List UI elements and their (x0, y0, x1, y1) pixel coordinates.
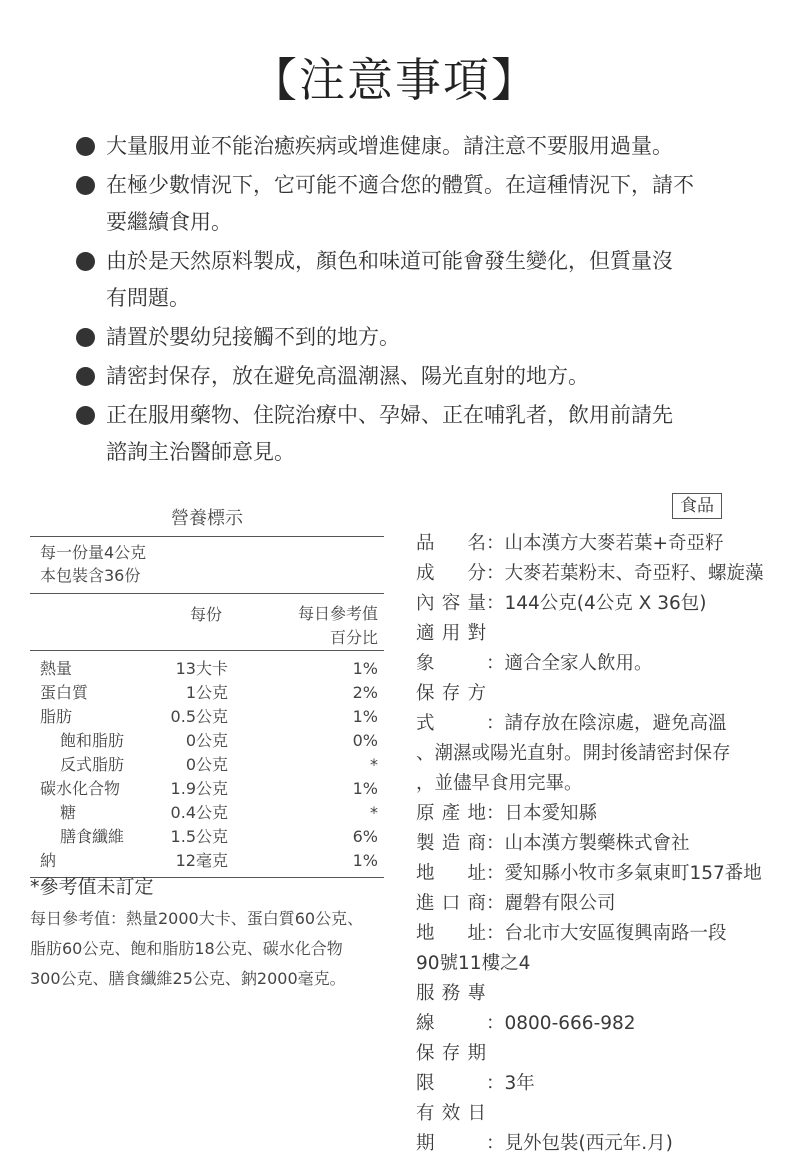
bullet-icon (76, 406, 95, 425)
nutrient-amount: 0.5公克 (170, 707, 228, 726)
nutrition-label (30, 500, 384, 878)
daily-value-header-line: 百分比 (329, 628, 378, 647)
nutrition-rows (30, 651, 384, 878)
info-label: 成分 (416, 563, 486, 584)
notice-item (74, 167, 754, 241)
info-label: 原產地 (416, 803, 486, 824)
info-label: 品名 (416, 533, 486, 554)
notice-item (74, 128, 754, 165)
nutrient-name: 納 (40, 851, 57, 870)
info-row (416, 889, 781, 919)
nutrient-percent: 1% (352, 851, 378, 870)
nutrient-amount: 1公克 (185, 683, 228, 702)
nutrient-name: 膳食纖維 (60, 827, 125, 846)
serving-size: 每一份量4公克 (40, 543, 147, 562)
nutrient-percent: 1% (352, 707, 378, 726)
info-row (416, 559, 781, 589)
nutrient-name: 飽和脂肪 (60, 731, 125, 750)
notice-item (74, 358, 754, 395)
bullet-icon (76, 367, 95, 386)
info-value: ：山本漢方大麥若葉+奇亞籽 (486, 533, 724, 554)
info-value-continued: ，並儘早食用完畢。 (416, 773, 583, 794)
per-serving-header: 每份 (190, 605, 223, 624)
info-row (416, 829, 781, 859)
bullet-icon (76, 176, 95, 195)
notice-line: 諮詢主治醫師意見。 (106, 440, 295, 464)
notice-item (74, 397, 754, 471)
notice-line: 請密封保存，放在避免高溫潮濕、陽光直射的地方。 (106, 364, 589, 388)
info-row (416, 589, 781, 619)
servings-per-pack: 本包裝含36份 (40, 566, 141, 585)
nutrition-footnote: *參考值未訂定 (30, 876, 154, 898)
daily-value-header-line: 每日參考值 (297, 604, 378, 623)
daily-reference-line: 脂肪60公克、飽和脂肪18公克、碳水化合物 (30, 939, 343, 958)
info-label: 保存期限 (416, 1043, 486, 1094)
nutrient-percent: * (370, 803, 378, 822)
info-value: ：見外包裝(西元年.月) (486, 1133, 673, 1154)
nutrition-row (30, 777, 384, 801)
nutrition-title: 營養標示 (30, 500, 384, 537)
info-row (416, 919, 781, 979)
info-value: ：台北市大安區復興南路一段 (486, 923, 727, 944)
info-label: 內容量 (416, 593, 486, 614)
info-row (416, 979, 781, 1039)
notice-line: 大量服用並不能治癒疾病或增進健康。請注意不要服用過量。 (106, 134, 673, 158)
bullet-icon (76, 137, 95, 156)
nutrition-row (30, 657, 384, 681)
notice-line: 在極少數情況下，它可能不適合您的體質。在這種情況下，請不 (106, 173, 694, 197)
info-row (416, 529, 781, 559)
daily-reference-text (30, 904, 390, 994)
nutrient-percent: 1% (352, 659, 378, 678)
serving-info (30, 537, 384, 594)
notice-title: 【注意事項】 (251, 53, 539, 107)
info-label: 進口商 (416, 893, 486, 914)
nutrient-amount: 0公克 (185, 731, 228, 750)
info-value: ：日本愛知縣 (486, 803, 598, 824)
bullet-icon (76, 252, 95, 271)
info-value: ：請存放在陰涼處，避免高溫 (486, 713, 727, 734)
nutrient-amount: 0公克 (185, 755, 228, 774)
nutrient-percent: 1% (352, 779, 378, 798)
nutrient-name: 糖 (60, 803, 77, 822)
info-label: 有效日期 (416, 1103, 486, 1154)
info-label: 保存方式 (416, 683, 486, 734)
nutrient-amount: 1.9公克 (170, 779, 228, 798)
notice-item (74, 243, 754, 317)
daily-reference-line: 每日參考值：熱量2000大卡、蛋白質60公克、 (30, 909, 364, 928)
info-value: ：0800-666-982 (486, 1013, 636, 1034)
notice-line: 要繼續食用。 (106, 210, 232, 234)
nutrient-percent: 2% (352, 683, 378, 702)
nutrient-percent: 0% (352, 731, 378, 750)
info-label: 適用對象 (416, 623, 486, 674)
nutrient-amount: 13大卡 (175, 659, 228, 678)
food-badge: 食品 (672, 493, 722, 519)
info-value: ：3年 (486, 1073, 535, 1094)
notice-line: 請置於嬰幼兒接觸不到的地方。 (106, 325, 400, 349)
info-row (416, 1039, 781, 1099)
info-row (416, 679, 781, 799)
nutrient-amount: 1.5公克 (170, 827, 228, 846)
nutrient-amount: 0.4公克 (170, 803, 228, 822)
info-value: ：麗磐有限公司 (486, 893, 616, 914)
info-row (416, 859, 781, 889)
nutrient-name: 脂肪 (40, 707, 73, 726)
info-row (416, 1099, 781, 1159)
nutrient-name: 蛋白質 (40, 683, 89, 702)
info-label: 製造商 (416, 833, 486, 854)
info-value: ：144公克(4公克 X 36包) (486, 593, 707, 614)
info-row (416, 619, 781, 679)
info-value: ：山本漢方製藥株式會社 (486, 833, 690, 854)
nutrient-percent: 6% (352, 827, 378, 846)
nutrition-row (30, 705, 384, 729)
notice-line: 正在服用藥物、住院治療中、孕婦、正在哺乳者，飲用前請先 (106, 403, 673, 427)
info-row (416, 799, 781, 829)
product-info (416, 529, 781, 1159)
info-label: 地址 (416, 863, 486, 884)
notice-line: 由於是天然原料製成，顏色和味道可能會發生變化，但質量沒 (106, 249, 673, 273)
nutrition-row (30, 825, 384, 849)
nutrition-row (30, 681, 384, 705)
nutrition-row (30, 753, 384, 777)
notice-item (74, 319, 754, 356)
daily-value-header (298, 602, 378, 650)
nutrient-amount: 12毫克 (175, 851, 228, 870)
info-value-continued: 90號11樓之4 (416, 953, 531, 974)
nutrition-row (30, 849, 384, 873)
nutrition-column-header (30, 594, 384, 651)
nutrient-percent: * (370, 755, 378, 774)
notice-line: 有問題。 (106, 286, 190, 310)
info-value: ：適合全家人飲用。 (486, 653, 653, 674)
info-value-continued: 、潮濕或陽光直射。開封後請密封保存 (416, 743, 731, 764)
nutrient-name: 碳水化合物 (40, 779, 121, 798)
nutrition-row (30, 729, 384, 753)
bullet-icon (76, 328, 95, 347)
nutrition-row (30, 801, 384, 825)
info-value: ：大麥若葉粉末、奇亞籽、螺旋藻 (486, 563, 764, 584)
info-value: ：愛知縣小牧市多氣東町157番地 (486, 863, 762, 884)
info-label: 地址 (416, 923, 486, 944)
daily-reference-line: 300公克、膳食纖維25公克、鈉2000毫克。 (30, 969, 346, 988)
nutrient-name: 熱量 (40, 659, 73, 678)
notice-list (74, 128, 754, 473)
info-label: 服務專線 (416, 983, 486, 1034)
nutrient-name: 反式脂肪 (60, 755, 125, 774)
